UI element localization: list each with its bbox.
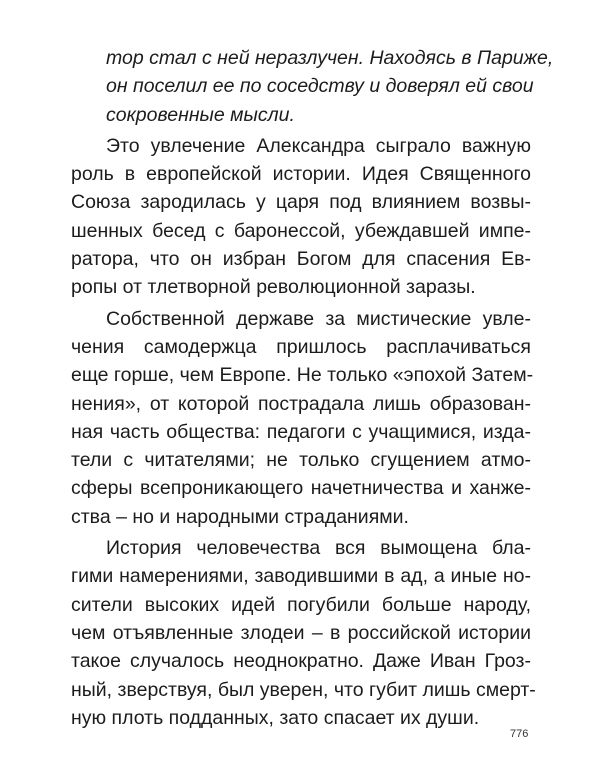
italic-quote [106, 44, 554, 129]
text-line: ратора, что он избран Богом для спасения Ев- [71, 248, 531, 271]
paragraph-2 [71, 305, 534, 531]
text-line: чения самодержца пришлось расплачиваться [71, 335, 531, 358]
page-number: 776 [510, 728, 529, 740]
page-body [71, 44, 554, 732]
text-line: роль в европейской истории. Идея Священного [71, 163, 531, 186]
text-line: Собственной державе за мистические увле- [106, 307, 531, 330]
text-line: шенных бесед с баронессой, убеждавшей импе- [71, 219, 531, 242]
text-line: сокровенные мысли. [106, 103, 295, 126]
text-line: ропы от тлетворной революционной заразы. [71, 276, 476, 299]
text-line: нения», от которой пострадала лишь образован- [71, 392, 531, 415]
text-line: ный, зверствуя, был уверен, что губит лишь смерт- [71, 678, 536, 701]
paragraph-1 [71, 132, 531, 302]
text-line: он поселил ее по соседству и доверял ей свои [106, 75, 534, 98]
text-line: ную плоть подданных, зато спасает их души. [71, 706, 480, 729]
text-line: гими намерениями, заводившими в ад, а иные но- [71, 565, 531, 588]
text-line: тор стал с ней неразлучен. Находясь в Париже, [106, 47, 554, 69]
text-line: чем отъявленные злодеи – в российской истории [71, 621, 531, 644]
text-line: ная часть общества: педагоги с учащимися, изда- [71, 420, 531, 443]
text-line: тели с читателями; не только сгущением атмо- [71, 449, 531, 472]
text-line: сители высоких идей погубили больше народу, [71, 593, 531, 616]
text-line: такое случалось неоднократно. Даже Иван Гроз- [71, 650, 531, 673]
text-line: Это увлечение Александра сыграло важную [106, 134, 531, 157]
text-line: История человечества вся вымощена бла- [106, 537, 531, 560]
paragraph-3 [71, 534, 536, 732]
text-line: сферы всепроникающего начетничества и ханже- [71, 477, 531, 500]
text-line: Союза зародилась у царя под влиянием возвы- [71, 191, 531, 214]
text-line: ства – но и народными страданиями. [71, 505, 409, 528]
text-line: еще горше, чем Европе. Не только «эпохой Затем- [71, 364, 534, 387]
